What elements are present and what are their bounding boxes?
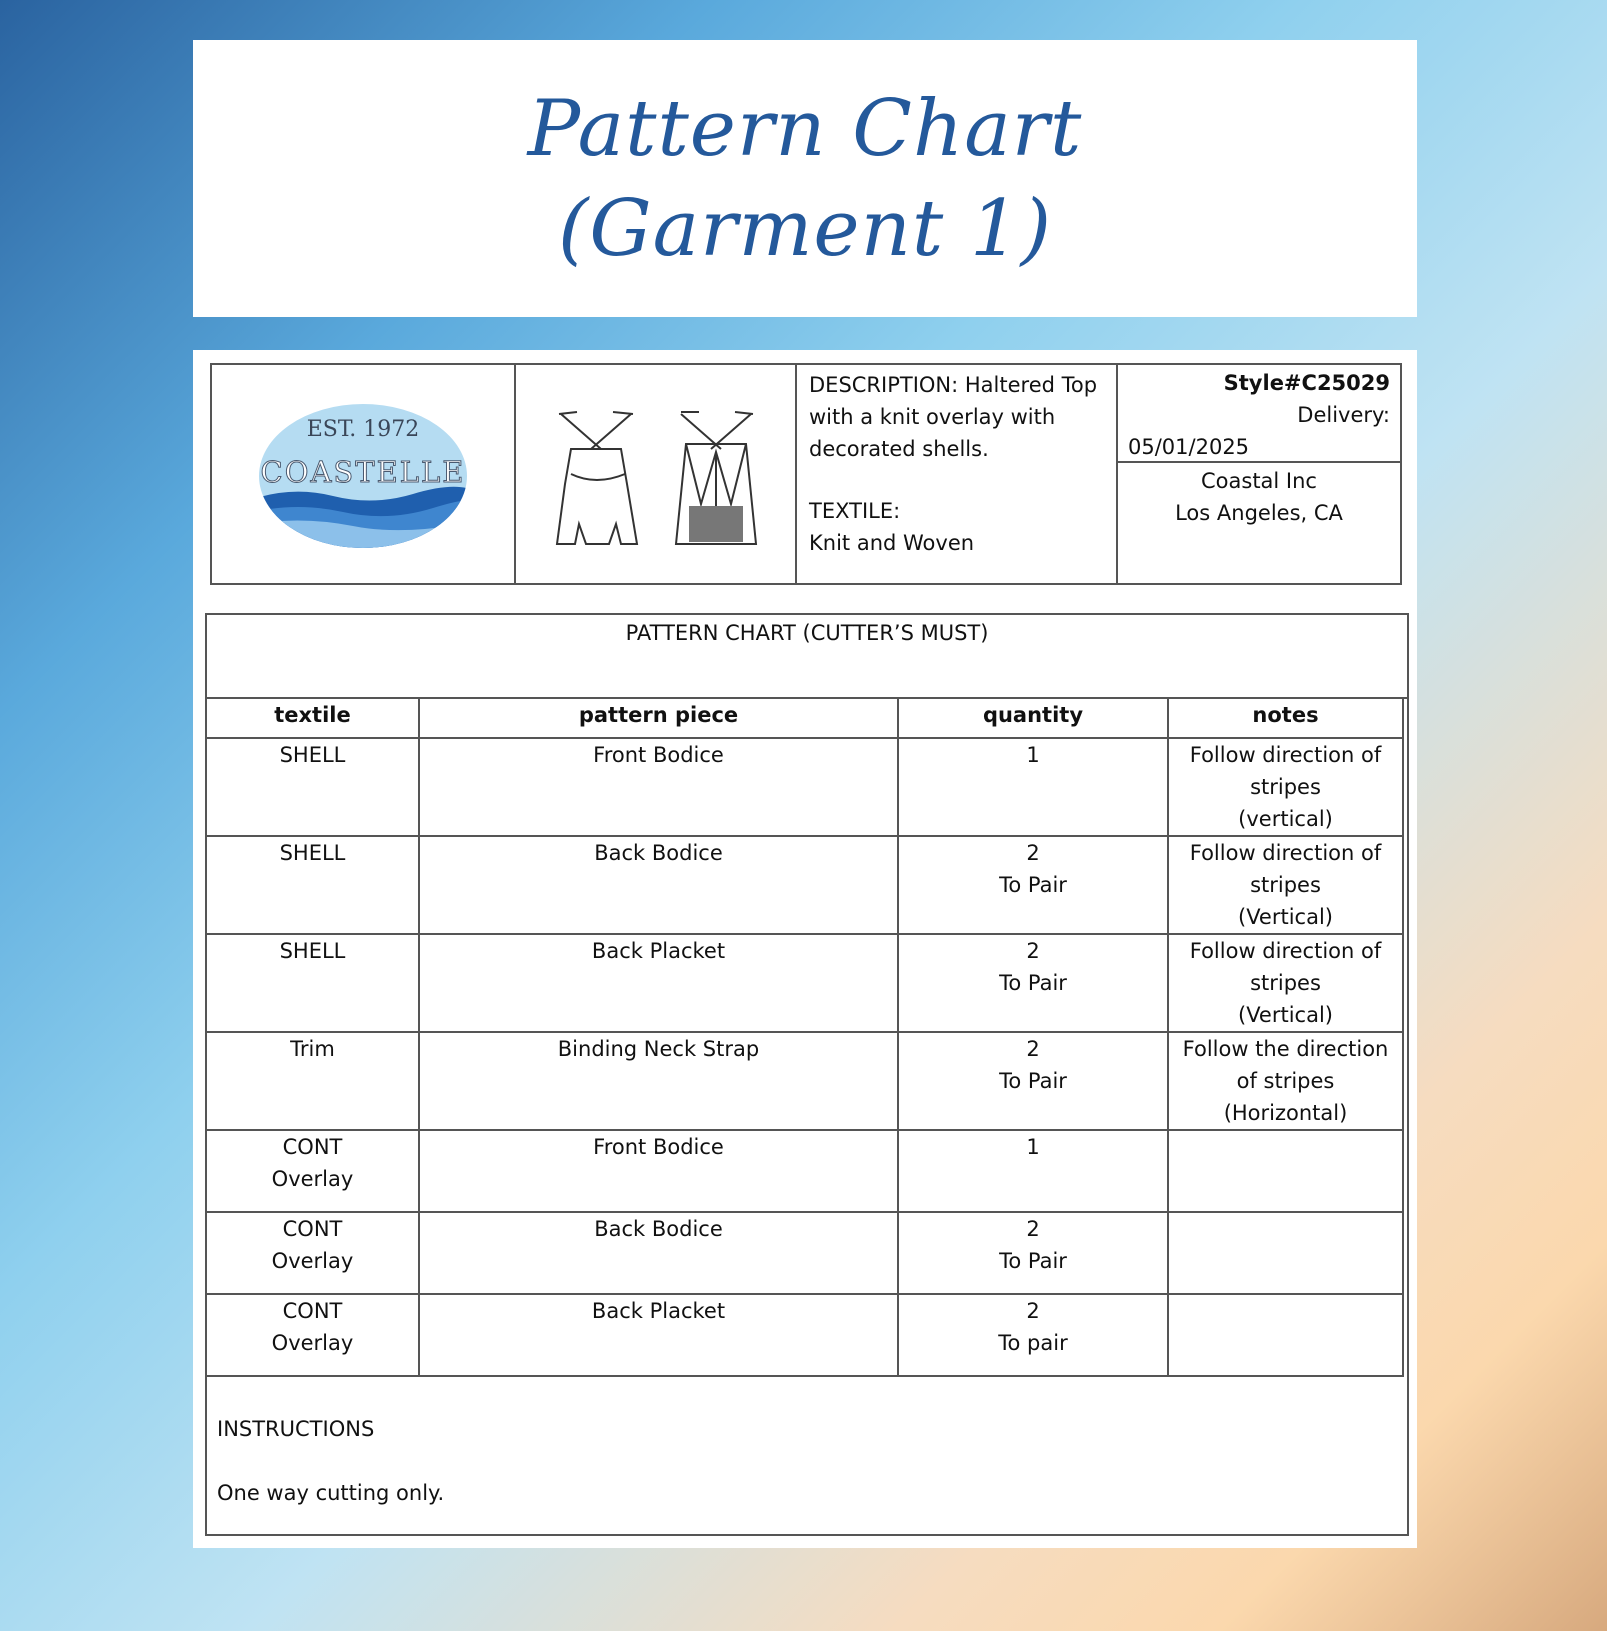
- cell-notes: [1168, 1212, 1403, 1294]
- cell-textile: CONT Overlay: [207, 1294, 419, 1376]
- sketch-cell: [516, 365, 797, 583]
- cell-notes: Follow the direction of stripes (Horizontal): [1168, 1032, 1403, 1130]
- style-delivery-block: [1118, 365, 1400, 463]
- company-name: Coastal Inc: [1201, 469, 1317, 493]
- company-location: Los Angeles, CA: [1175, 501, 1343, 525]
- style-number: Style#C25029: [1223, 371, 1390, 395]
- table-header-row: [207, 699, 1403, 738]
- table-row: [207, 1294, 1403, 1376]
- coastelle-logo: [253, 394, 473, 554]
- cell-quantity: 2 To Pair: [898, 1212, 1168, 1294]
- instructions-text: One way cutting only.: [217, 1481, 445, 1505]
- cell-piece: Back Bodice: [419, 1212, 898, 1294]
- col-header-pattern-piece: pattern piece: [419, 699, 898, 738]
- cell-textile: SHELL: [207, 934, 419, 1032]
- cell-textile: CONT Overlay: [207, 1212, 419, 1294]
- cell-quantity: 2 To Pair: [898, 1032, 1168, 1130]
- table-row: [207, 1032, 1403, 1130]
- cell-notes: [1168, 1130, 1403, 1212]
- cell-piece: Back Placket: [419, 934, 898, 1032]
- spec-sheet: [193, 350, 1417, 1548]
- company-block: [1118, 463, 1400, 529]
- table-row: [207, 738, 1403, 836]
- instructions: [207, 1377, 1407, 1545]
- col-header-quantity: quantity: [898, 699, 1168, 738]
- delivery-date: 05/01/2025: [1128, 435, 1250, 459]
- title-card: [193, 40, 1417, 317]
- logo-brand-text: COASTELLE: [260, 455, 466, 489]
- cell-quantity: 1: [898, 738, 1168, 836]
- cell-notes: [1168, 1294, 1403, 1376]
- table-row: [207, 1130, 1403, 1212]
- description-text: DESCRIPTION: Haltered Top with a knit overlay with decorated shells.: [809, 373, 1098, 461]
- col-header-notes: notes: [1168, 699, 1403, 738]
- logo-est-text: EST. 1972: [306, 417, 420, 442]
- cell-textile: SHELL: [207, 738, 419, 836]
- col-header-textile: textile: [207, 699, 419, 738]
- cell-quantity: 2 To Pair: [898, 934, 1168, 1032]
- cell-piece: Back Bodice: [419, 836, 898, 934]
- page-title: Pattern Chart (Garment 1): [527, 83, 1083, 274]
- description-cell: [797, 365, 1118, 583]
- cell-quantity: 1: [898, 1130, 1168, 1212]
- delivery-label: Delivery:: [1297, 403, 1390, 427]
- cell-piece: Back Placket: [419, 1294, 898, 1376]
- cell-quantity: 2 To Pair: [898, 836, 1168, 934]
- garment-sketch-icon: [541, 394, 771, 554]
- spec-header: [210, 363, 1402, 585]
- style-cell: [1118, 365, 1400, 583]
- table-row: [207, 934, 1403, 1032]
- cell-notes: Follow direction of stripes (Vertical): [1168, 836, 1403, 934]
- cell-piece: Front Bodice: [419, 738, 898, 836]
- cell-notes: Follow direction of stripes (vertical): [1168, 738, 1403, 836]
- cell-piece: Front Bodice: [419, 1130, 898, 1212]
- cell-quantity: 2 To pair: [898, 1294, 1168, 1376]
- pattern-chart-title: PATTERN CHART (CUTTER’S MUST): [207, 615, 1407, 699]
- pattern-table: [207, 699, 1404, 1377]
- cell-textile: SHELL: [207, 836, 419, 934]
- textile-label: TEXTILE:: [809, 499, 901, 523]
- textile-value: Knit and Woven: [809, 531, 975, 555]
- table-row: [207, 1212, 1403, 1294]
- cell-textile: Trim: [207, 1032, 419, 1130]
- cell-textile: CONT Overlay: [207, 1130, 419, 1212]
- table-row: [207, 836, 1403, 934]
- logo-cell: [212, 365, 516, 583]
- cell-piece: Binding Neck Strap: [419, 1032, 898, 1130]
- cell-notes: Follow direction of stripes (Vertical): [1168, 934, 1403, 1032]
- pattern-chart: [205, 613, 1409, 1536]
- instructions-label: INSTRUCTIONS: [217, 1417, 375, 1441]
